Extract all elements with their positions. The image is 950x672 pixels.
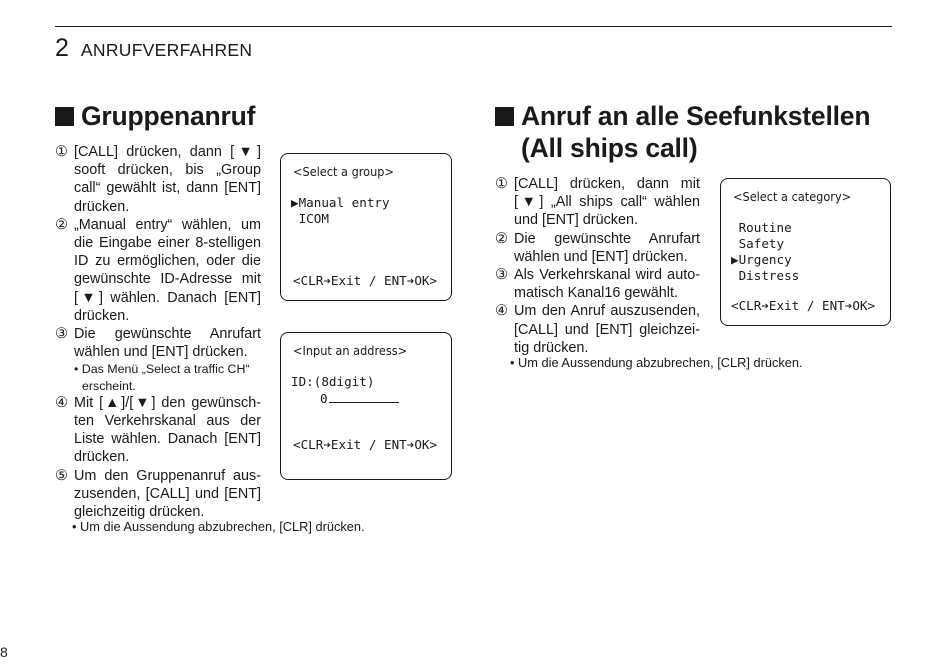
header-rule bbox=[55, 26, 892, 27]
right-steps-list bbox=[495, 175, 700, 357]
step-note: • Das Menü „Select a traffic CH“ erscheint. bbox=[74, 362, 250, 393]
list-item: ① [CALL] drücken, dann mit [▼] „All ships call“ wählen und [ENT] drücken. bbox=[495, 176, 700, 229]
chapter-title: ANRUFVERFAHREN bbox=[80, 40, 253, 60]
square-bullet-icon bbox=[495, 107, 514, 126]
list-item: ③ Als Verkehrskanal wird automatisch Kanal16 gewählt. bbox=[495, 267, 700, 302]
page-number: 8 bbox=[0, 644, 8, 660]
section-title-all-ships: Anruf an alle Seefunkstellen (All ships call) bbox=[495, 100, 870, 164]
lcd-select-group: <Select a group> ▶Manual entry ICOM <CLR➔Exit / ENT➔OK> bbox=[280, 153, 452, 301]
list-item: ④ Mit [▲]/[▼] den gewünschten Verkehrskanal aus der Liste wählen. Danach [ENT] drücken. bbox=[55, 394, 261, 466]
square-bullet-icon bbox=[55, 107, 74, 126]
list-item: ② „Manual entry“ wählen, um die Eingabe einer 8-stelligen ID zu ermöglichen, oder die gewünschte ID-Adresse mit [▼] wählen. Danach [ENT] drücken. bbox=[55, 216, 261, 324]
section-title-gruppenanruf bbox=[55, 100, 255, 132]
list-item: ③ Die gewünschte Anrufart wählen und [ENT] drücken. • Das Menü „Select a traffic CH“ erscheint. bbox=[55, 326, 261, 393]
left-steps-list bbox=[55, 143, 261, 521]
id-input-underline bbox=[329, 390, 399, 403]
list-item: ④ Um den Anruf auszusenden, [CALL] und [ENT] gleichzeitig drücken. bbox=[495, 303, 700, 356]
list-item: ① [CALL] drücken, dann [▼] sooft drücken, bis „Group call“ gewählt ist, dann [ENT] drücken. bbox=[55, 144, 261, 215]
chapter-number: 2 bbox=[55, 34, 69, 62]
chapter-header bbox=[55, 34, 252, 63]
list-item: ⑤ Um den Gruppenanruf auszusenden, [CALL] und [ENT] gleichzeitig drücken. bbox=[55, 467, 261, 521]
lcd-select-category: <Select a category> Routine Safety ▶Urgency Distress <CLR➔Exit / ENT➔OK> bbox=[720, 178, 891, 326]
left-final-note: • Um die Aussendung abzubrechen, [CLR] drücken. bbox=[72, 519, 365, 534]
list-item: ② Die gewünschte Anrufart wählen und [ENT] drücken. bbox=[495, 230, 700, 265]
section-title-text: Gruppenanruf bbox=[81, 101, 256, 131]
lcd-input-address: <Input an address> ID:(8digit) 0 <CLR➔Exit / ENT➔OK> bbox=[280, 332, 452, 480]
right-final-note: • Um die Aussendung abzubrechen, [CLR] drücken. bbox=[510, 355, 803, 370]
